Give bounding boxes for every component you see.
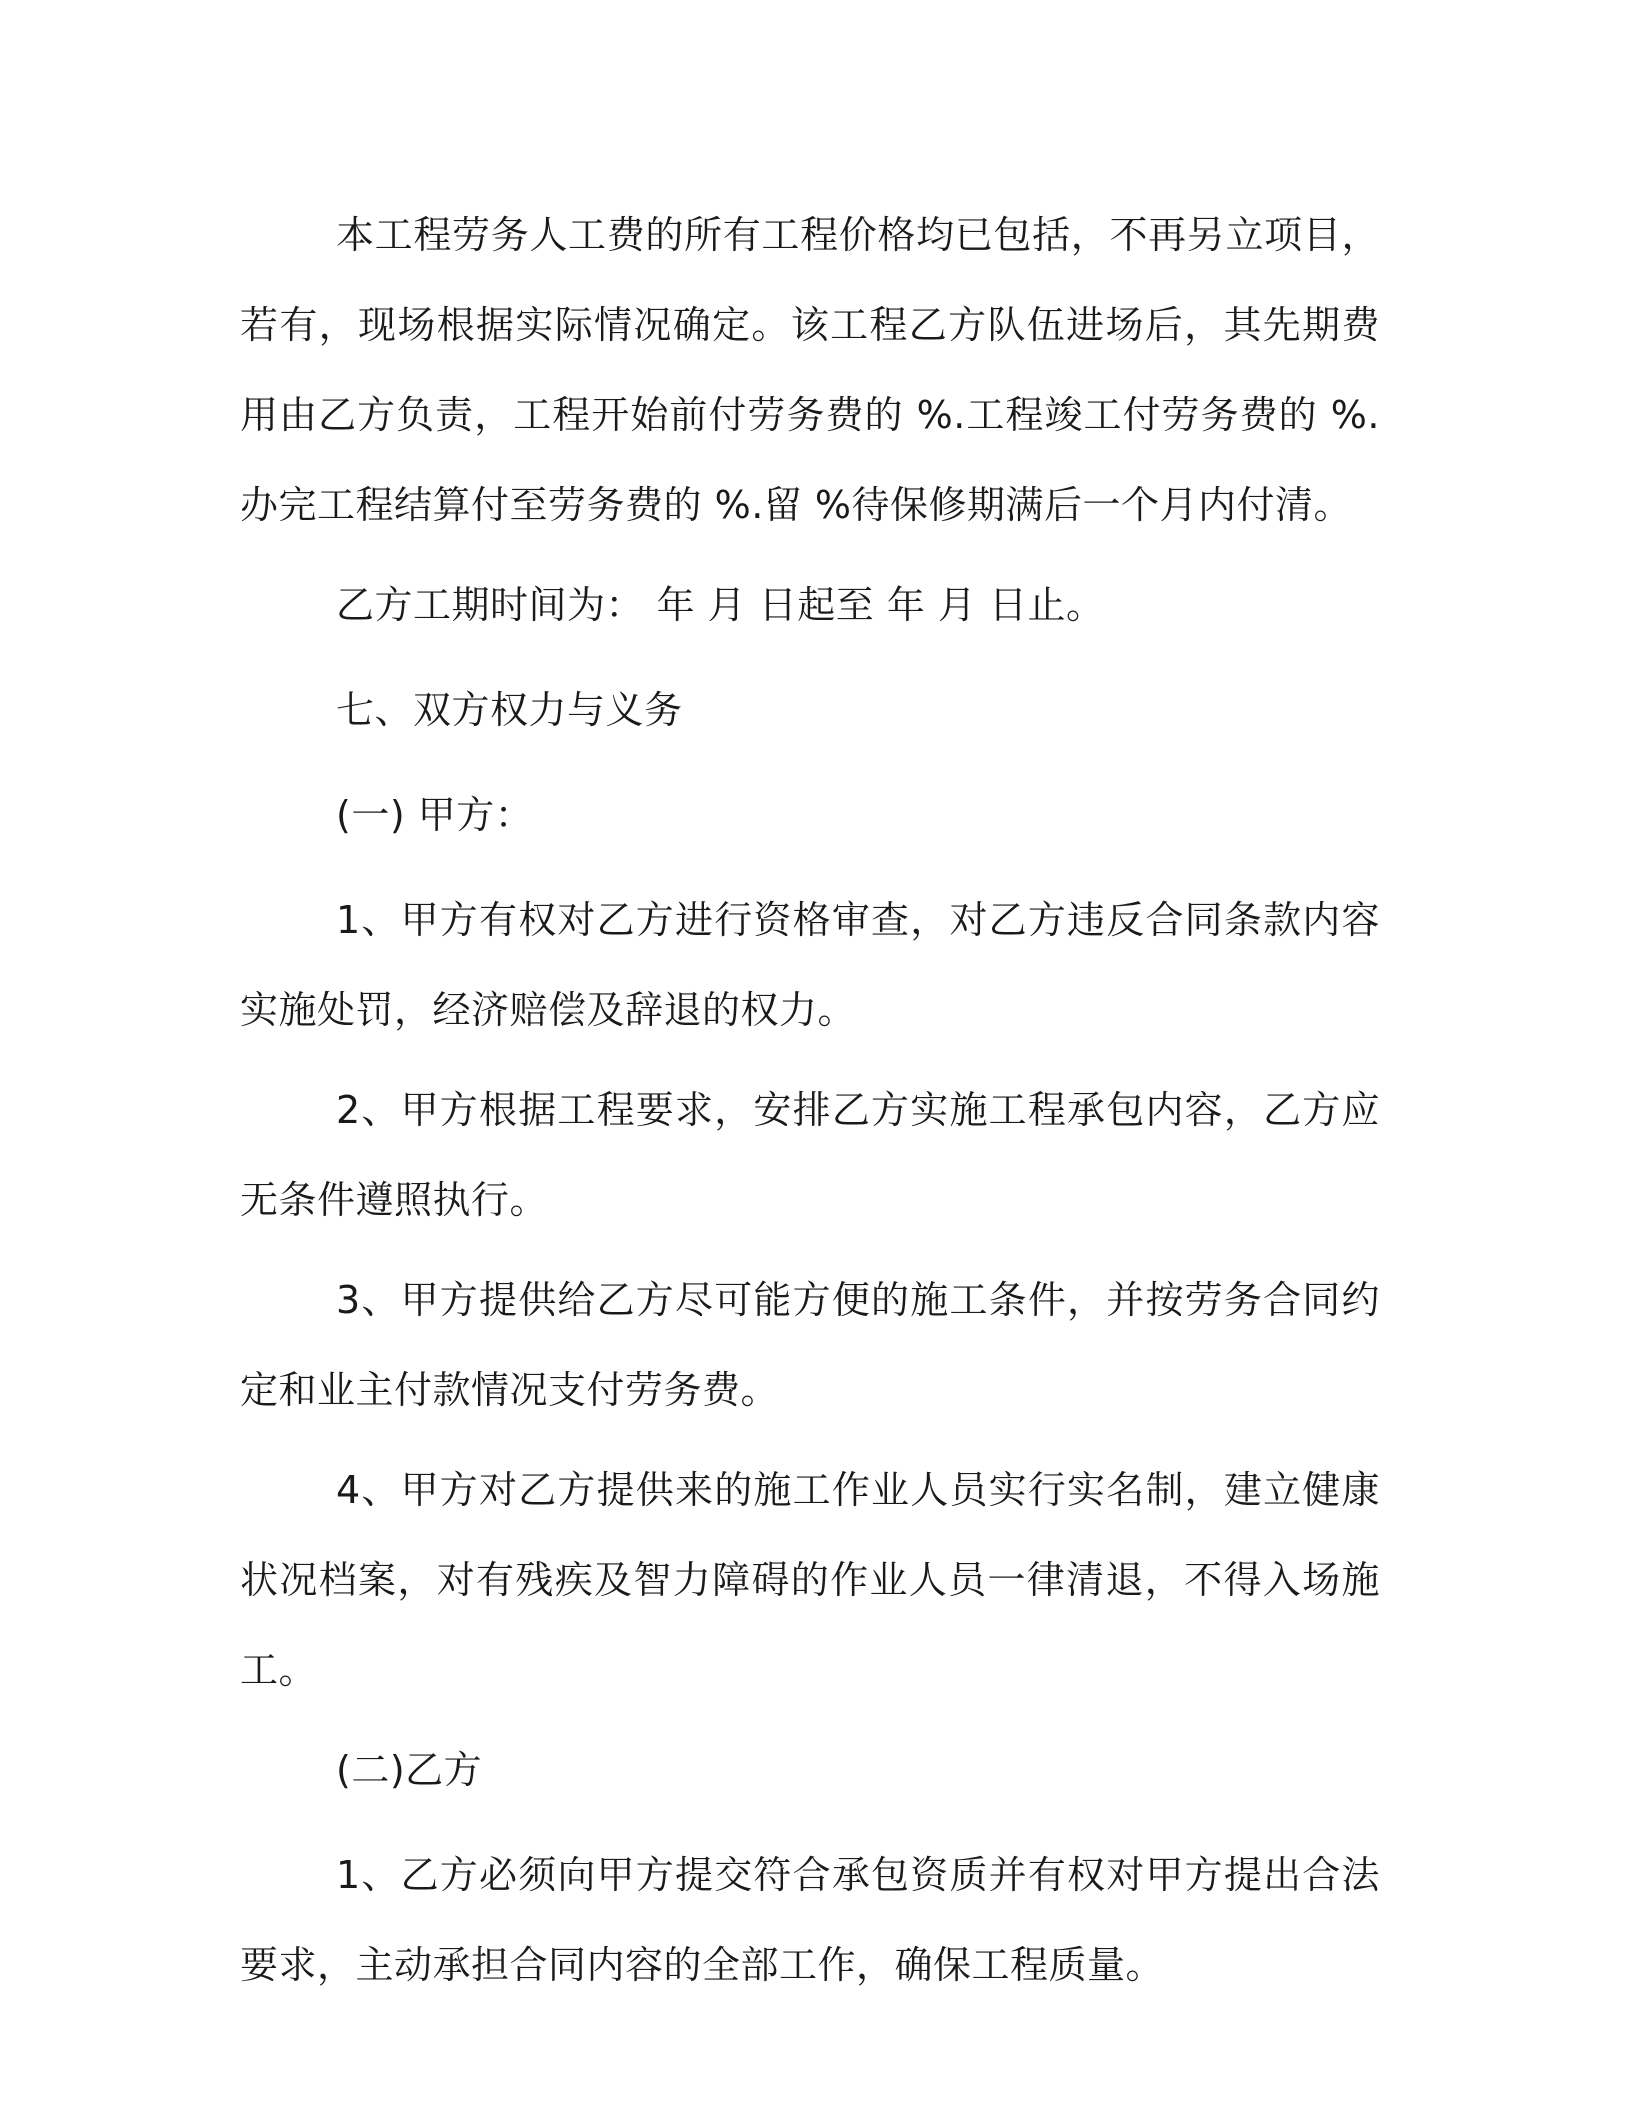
party-b-clause-1: 1、乙方必须向甲方提交符合承包资质并有权对甲方提出合法要求，主动承担合同内容的全部工作，确保工程质量。 [240, 1853, 1380, 1987]
party-a-clause-3: 3、甲方提供给乙方尽可能方便的施工条件，并按劳务合同约定和业主付款情况支付劳务费。 [240, 1278, 1380, 1412]
party-b-heading: (二)乙方 [336, 1748, 483, 1792]
schedule-paragraph: 乙方工期时间为： 年 月 日起至 年 月 日止。 [336, 583, 1105, 627]
party-a-heading: (一) 甲方： [336, 793, 534, 837]
section-heading: 七、双方权力与义务 [336, 688, 683, 732]
party-a-clause-4: 4、甲方对乙方提供来的施工作业人员实行实名制，建立健康状况档案，对有残疾及智力障碍的作业人员一律清退，不得入场施工。 [240, 1468, 1380, 1692]
party-a-clause-2: 2、甲方根据工程要求，安排乙方实施工程承包内容，乙方应无条件遵照执行。 [240, 1088, 1380, 1222]
payment-terms-paragraph: 本工程劳务人工费的所有工程价格均已包括，不再另立项目，若有，现场根据实际情况确定。该工程乙方队伍进场后，其先期费用由乙方负责，工程开始前付劳务费的 %.工程竣工付劳务费的 %.办完工程结算付至劳务费的 %.留 %待保修期满后一个月内付清。 [240, 213, 1380, 527]
party-a-clause-1: 1、甲方有权对乙方进行资格审查，对乙方违反合同条款内容实施处罚，经济赔偿及辞退的权力。 [240, 898, 1380, 1032]
document-body [240, 190, 1380, 2020]
